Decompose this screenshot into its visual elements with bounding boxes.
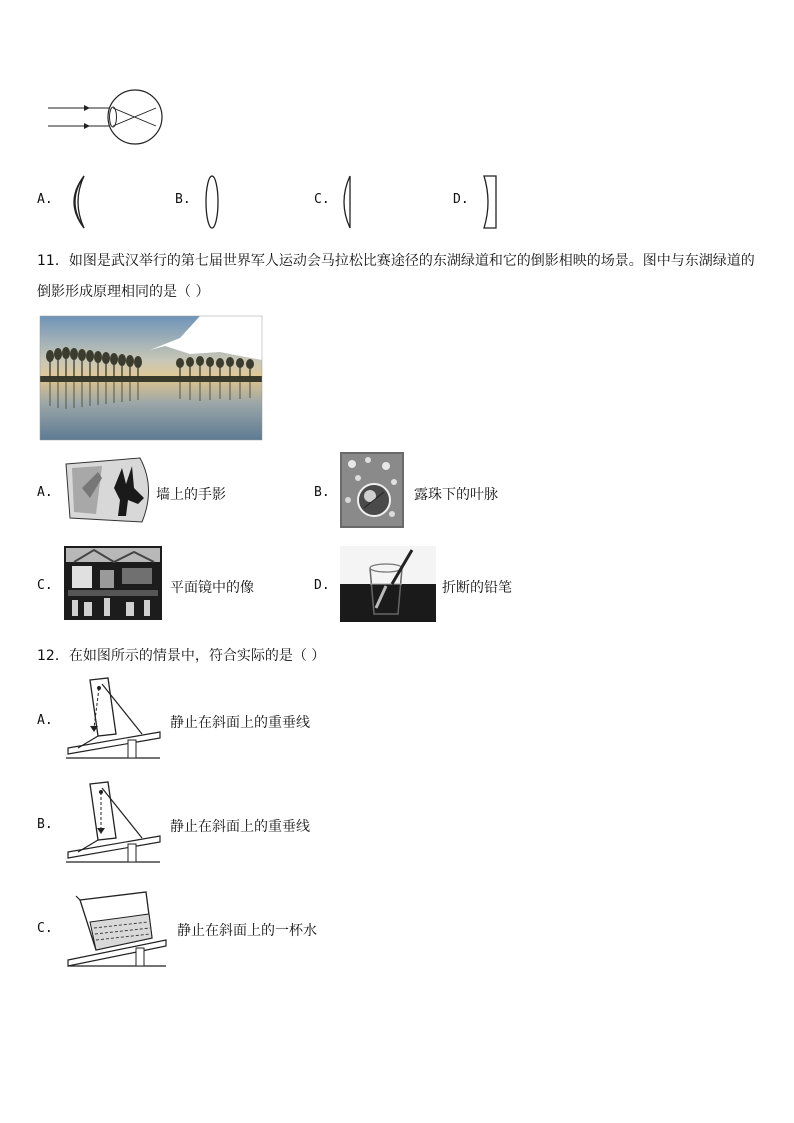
q12-option-b-caption: 静止在斜面上的重垂线: [170, 819, 310, 835]
hand-shadow-image[interactable]: [62, 458, 156, 524]
q11-option-b-caption: 露珠下的叶脉: [414, 487, 498, 503]
q12-option-b-label: B.: [37, 817, 53, 832]
q10-option-a-label: A.: [37, 192, 53, 207]
q10-option-b-convex-lens[interactable]: [202, 174, 222, 230]
q10-option-c-label: C.: [314, 192, 330, 207]
cup-of-water-on-incline[interactable]: [66, 886, 170, 970]
q12-stem: 12．在如图所示的情景中，符合实际的是（ ）: [37, 648, 326, 664]
plumb-line-on-incline-b[interactable]: [64, 778, 164, 864]
plumb-line-on-incline-a[interactable]: [64, 674, 164, 760]
q12-option-a-label: A.: [37, 713, 53, 728]
q10-option-b-label: B.: [175, 192, 191, 207]
q11-option-a-caption: 墙上的手影: [156, 487, 226, 503]
donghu-greenway-reflection-photo: [40, 316, 262, 440]
q10-option-a-concave-lens[interactable]: [62, 174, 92, 230]
q11-option-a-label: A.: [37, 485, 53, 500]
q12-option-c-label: C.: [37, 921, 53, 936]
q10-option-d-plano-concave-lens[interactable]: [480, 174, 504, 230]
q11-option-c-caption: 平面镜中的像: [170, 580, 254, 596]
dewdrop-leaf-image[interactable]: [340, 452, 404, 528]
eye-diagram: [44, 88, 164, 150]
q11-option-c-label: C.: [37, 578, 53, 593]
q12-option-c-caption: 静止在斜面上的一杯水: [177, 923, 317, 939]
q10-option-d-label: D.: [453, 192, 469, 207]
q11-stem-line1: 11．如图是武汉举行的第七届世界军人运动会马拉松比赛途径的东湖绿道和它的倒影相映的场景。图中与东湖绿道的: [37, 253, 755, 269]
q11-option-b-label: B.: [314, 485, 330, 500]
q11-stem-line2: 倒影形成原理相同的是（ ）: [37, 284, 210, 300]
plane-mirror-image[interactable]: [64, 546, 162, 620]
q11-option-d-caption: 折断的铅笔: [442, 580, 512, 596]
q11-option-d-label: D.: [314, 578, 330, 593]
q12-option-a-caption: 静止在斜面上的重垂线: [170, 715, 310, 731]
q10-option-c-plano-convex-lens[interactable]: [336, 174, 356, 230]
broken-pencil-image[interactable]: [340, 546, 436, 622]
